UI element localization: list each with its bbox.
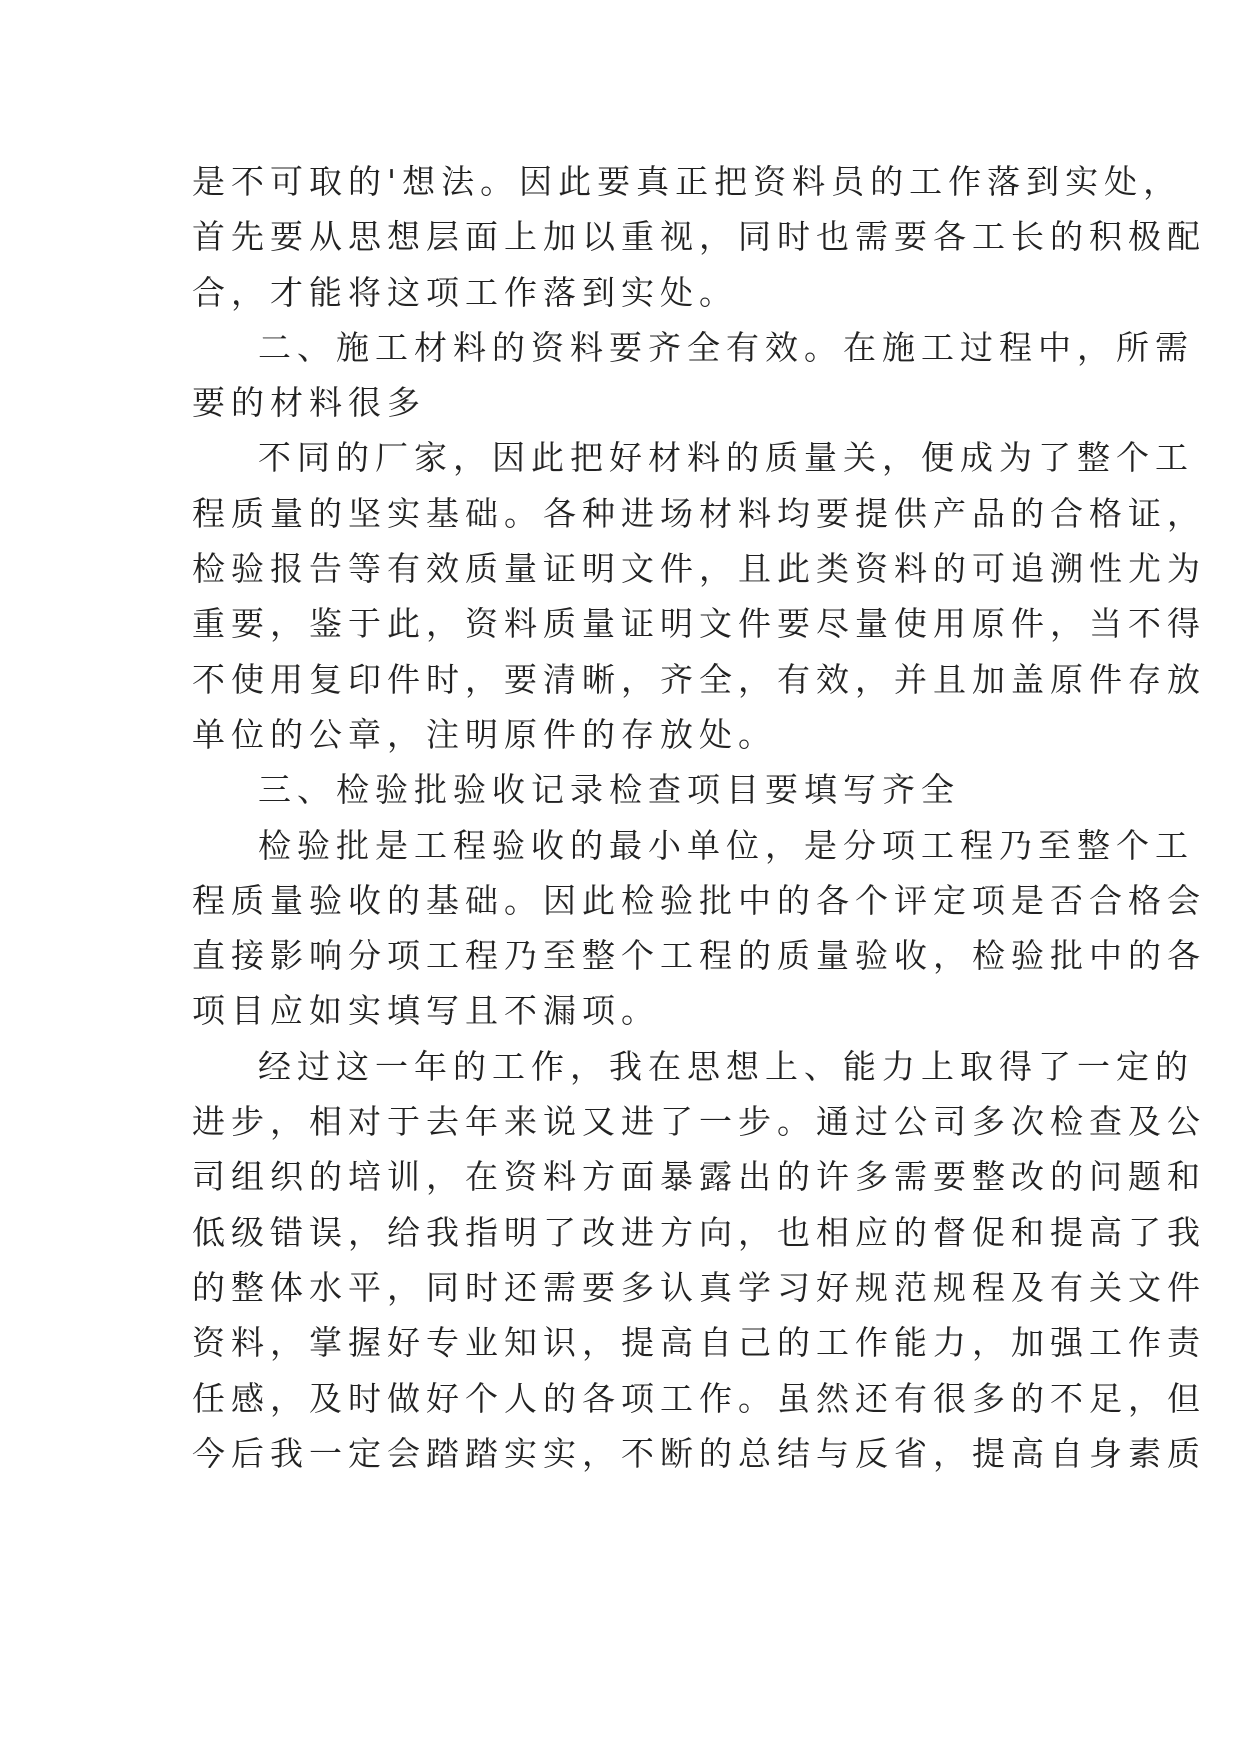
- paragraph-line: 检验报告等有效质量证明文件，且此类资料的可追溯性尤为: [192, 549, 1206, 589]
- document-body: [192, 154, 1206, 1481]
- paragraph-line: 低级错误，给我指明了改进方向，也相应的督促和提高了我: [192, 1212, 1206, 1252]
- paragraph-line: 今后我一定会踏踏实实，不断的总结与反省，提高自身素质: [192, 1433, 1206, 1473]
- paragraph-first-line: 经过这一年的工作，我在思想上、能力上取得了一定的: [258, 1046, 1194, 1086]
- paragraph-line: 是不可取的'想法。因此要真正把资料员的工作落到实处，: [192, 162, 1183, 201]
- paragraph-line: 要的材料很多: [192, 383, 426, 423]
- paragraph-line: 重要，鉴于此，资料质量证明文件要尽量使用原件，当不得: [192, 604, 1206, 644]
- paragraph-line: 程质量验收的基础。因此检验批中的各个评定项是否合格会: [192, 880, 1206, 920]
- paragraph-line: 任感，及时做好个人的各项工作。虽然还有很多的不足，但: [192, 1378, 1206, 1418]
- paragraph-first-line: 不同的厂家，因此把好材料的质量关，便成为了整个工: [258, 438, 1194, 478]
- paragraph-line: 的整体水平，同时还需要多认真学习好规范规程及有关文件: [192, 1267, 1206, 1307]
- paragraph-line: 资料，掌握好专业知识，提高自己的工作能力，加强工作责: [192, 1323, 1206, 1363]
- paragraph-line: 合，才能将这项工作落到实处。: [192, 272, 738, 312]
- paragraph-first-line: 三、检验批验收记录检查项目要填写齐全: [258, 770, 960, 810]
- paragraph-first-line: 检验批是工程验收的最小单位，是分项工程乃至整个工: [258, 825, 1194, 865]
- paragraph-line: 项目应如实填写且不漏项。: [192, 991, 660, 1031]
- paragraph-line: 直接影响分项工程乃至整个工程的质量验收，检验批中的各: [192, 936, 1206, 976]
- paragraph-line: 进步，相对于去年来说又进了一步。通过公司多次检查及公: [192, 1102, 1206, 1142]
- paragraph-first-line: 二、施工材料的资料要齐全有效。在施工过程中，所需: [258, 327, 1194, 367]
- paragraph-line: 程质量的坚实基础。各种进场材料均要提供产品的合格证，: [192, 493, 1206, 533]
- paragraph-line: 首先要从思想层面上加以重视，同时也需要各工长的积极配: [192, 217, 1206, 257]
- paragraph-line: 司组织的培训，在资料方面暴露出的许多需要整改的问题和: [192, 1157, 1206, 1197]
- paragraph-line: 不使用复印件时，要清晰，齐全，有效，并且加盖原件存放: [192, 659, 1206, 699]
- paragraph-line: 单位的公章，注明原件的存放处。: [192, 714, 777, 754]
